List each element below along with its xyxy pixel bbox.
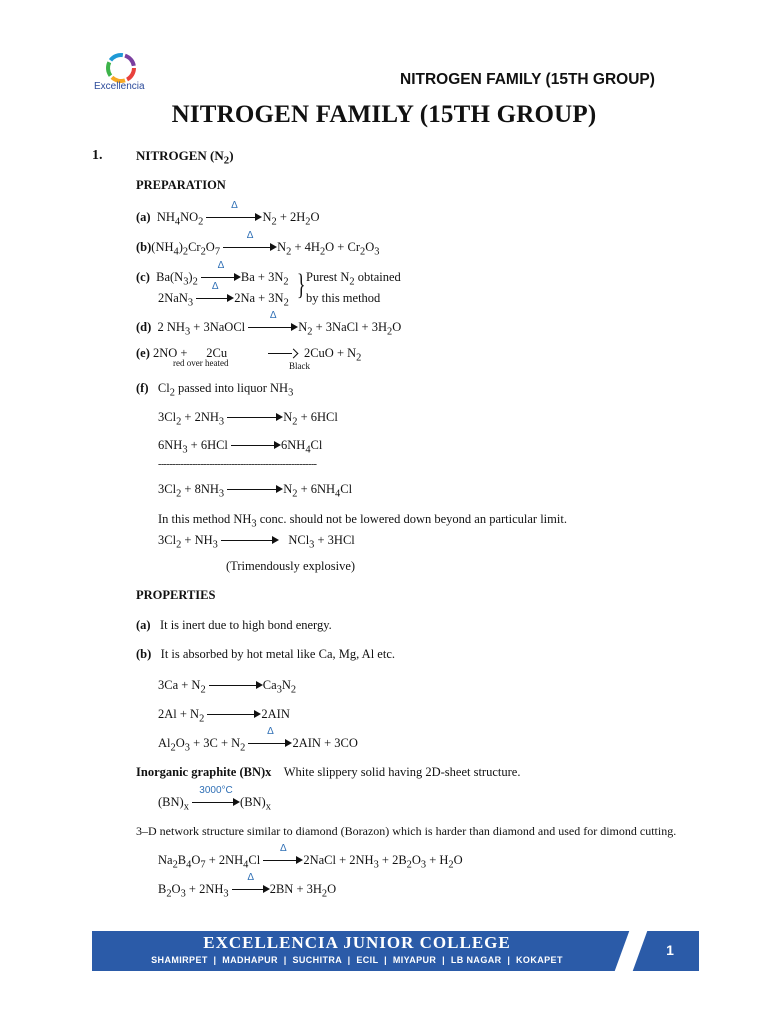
reaction-borax: $Na_2B_4O_7 + 2NH_4Cl$ Δ 2NaCl + $2NH_3 + 2B_2O_3 + H_2O$ <box>158 843 463 871</box>
reaction-arrow <box>209 681 263 691</box>
footer-campuses: SHAMIRPET | MADHAPUR | SUCHITRA | ECIL | MIYAPUR | LB NAGAR | KOKAPET <box>151 955 563 965</box>
reaction-f4: $3Cl_2 + NH_3$ NCl$_3$ + 3HCl <box>158 533 355 551</box>
reaction-arrow <box>227 413 283 423</box>
property-a: (a) It is inert due to high bond energy. <box>136 618 332 632</box>
reaction-p2: $2Al + N_2$ 2AIN <box>158 707 290 725</box>
reaction-f-intro: (f) $Cl_2$ passed into liquor $NH_3$ <box>136 381 294 399</box>
reaction-c1: (c) $Ba(N_3)_2$ Δ $Ba + 3N_2$ <box>136 260 289 288</box>
preparation-heading: PREPARATION <box>136 178 226 192</box>
reaction-a: (a) $NH_4NO_2$ Δ $N_2 + 2H_2O$ <box>136 200 320 228</box>
bn-line: Inorganic graphite (BN)x White slippery solid having 2D-sheet structure. <box>136 765 521 779</box>
reaction-p1: $3Ca + N_2$ $Ca_3N_2$ <box>158 678 297 696</box>
reaction-arrow: Δ <box>223 243 277 253</box>
reaction-arrow <box>221 536 279 546</box>
method-note: In this method $NH_3$ conc. should not be lowered down beyond an particular limit. <box>158 512 567 530</box>
section-number: 1. <box>92 148 103 163</box>
black-note: Black <box>289 361 310 371</box>
reaction-arrow: Δ <box>232 885 270 895</box>
page-number: 1 <box>666 942 674 958</box>
curly-brace: } <box>296 268 306 301</box>
properties-heading: PROPERTIES <box>136 588 216 602</box>
condition-red-over-heated: red over heated <box>173 358 229 368</box>
reaction-b: $(b)(NH_4)_2Cr_2O_7$ Δ $N_2 + 4H_2O + Cr_2O_3$ <box>136 230 380 258</box>
reaction-b2o3: $B_2O_3 + 2NH_3$ Δ $2BN + 3H_2O$ <box>158 872 337 900</box>
explosive-note: (Trimendously explosive) <box>226 559 356 573</box>
footer-college-name: EXCELLENCIA JUNIOR COLLEGE <box>203 933 511 952</box>
reaction-f1: $3Cl_2 + 2NH_3$ $N_2 + 6HCl$ <box>158 410 338 428</box>
purest-note-1: Purest $N_2$ obtained <box>306 270 401 288</box>
reaction-arrow: Δ <box>196 294 234 304</box>
borazon-note: 3–D network structure similar to diamond (Borazon) which is harder than diamond and used for dimond cutting. <box>136 824 677 838</box>
reaction-e: (e) 2NO + 2Cu $2CuO + N_2$ <box>136 346 362 364</box>
reaction-d: (d) 2 $NH_3$ + 3NaOCl Δ $N_2$ + 3NaCl + $3H_2O$ <box>136 310 402 338</box>
logo-text: Excellencia <box>94 81 145 92</box>
reaction-p3: $Al_2O_3 + 3C + N_2$ Δ 2AIN + 3CO <box>158 726 358 754</box>
reaction-arrow <box>268 349 298 359</box>
reaction-arrow: Δ <box>248 323 298 333</box>
reaction-c2: 2NaN$_3$ Δ $2Na + 3N_2$ <box>158 281 289 309</box>
divider-dashes: -------------------------------------------------------- <box>158 459 317 470</box>
reaction-arrow: Δ <box>201 273 241 283</box>
reaction-arrow: Δ <box>248 739 292 749</box>
reaction-arrow <box>207 710 261 720</box>
reaction-f2: $6NH_3 + 6HCl$ $6NH_4Cl$ <box>158 438 323 456</box>
header-title: NITROGEN FAMILY (15TH GROUP) <box>400 71 655 88</box>
reaction-arrow: Δ <box>206 213 262 223</box>
reaction-arrow: 3000°C <box>192 798 240 808</box>
reaction-arrow <box>231 441 281 451</box>
section-title: NITROGEN $(N_2)$ <box>136 148 234 167</box>
reaction-bn: $(BN)_x$ 3000°C $(BN)_x$ <box>158 785 271 813</box>
page-title: NITROGEN FAMILY (15TH GROUP) <box>171 101 597 128</box>
reaction-arrow <box>227 485 283 495</box>
property-b: (b) It is absorbed by hot metal like Ca, Mg, Al etc. <box>136 647 395 661</box>
reaction-arrow: Δ <box>263 856 303 866</box>
purest-note-2: by this method <box>306 291 381 305</box>
reaction-f3: $3Cl_2 + 8NH_3$ $N_2 + 6NH_4Cl$ <box>158 482 353 500</box>
